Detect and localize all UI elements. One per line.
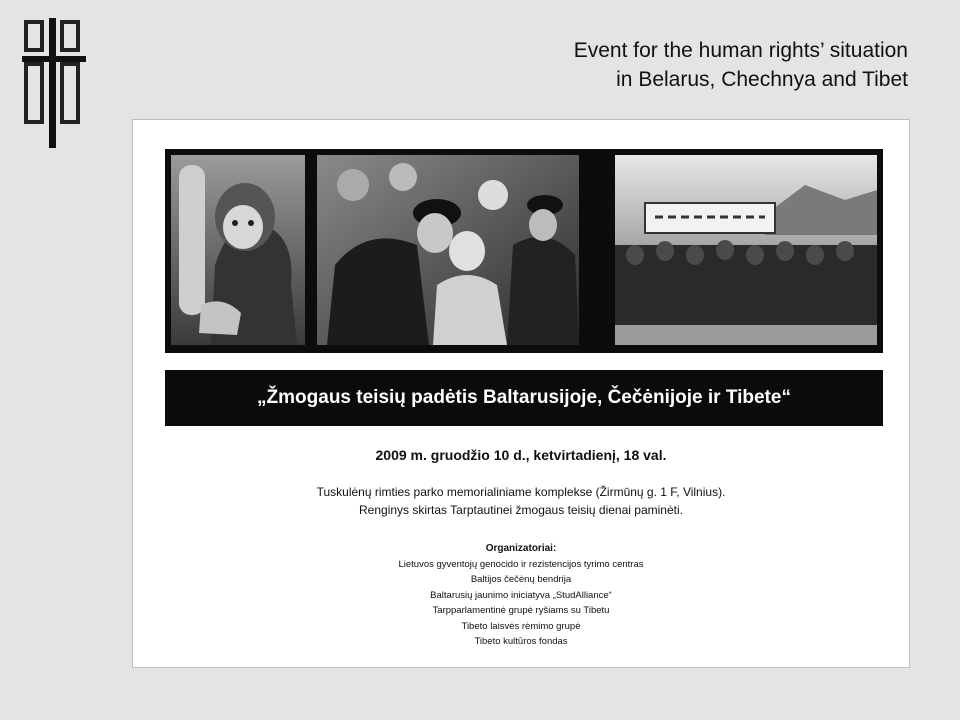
organizers-list xyxy=(133,541,909,650)
slide-title-line1: Event for the human rights’ situation xyxy=(573,39,908,62)
organizer-item: Tarpparlamentinė grupė ryšiams su Tibetu xyxy=(432,605,610,616)
chechnya-child-photo xyxy=(171,155,305,345)
organizer-item: Lietuvos gyventojų genocido ir rezistencijos tyrimo centras xyxy=(398,558,644,570)
purpose-line: Renginys skirtas Tarptautinei žmogaus teisių dienai paminėti. xyxy=(359,503,683,517)
organizer-item: Tibeto kultūros fondas xyxy=(474,636,568,647)
event-date: 2009 m. gruodžio 10 d., ketvirtadienį, 18 val. xyxy=(375,447,667,463)
slide-title xyxy=(388,36,908,94)
organizer-item: Tibeto laisvės rėmimo grupė xyxy=(461,620,581,632)
organizer-item: Baltarusių jaunimo iniciatyva „StudAlliance“ xyxy=(430,589,612,601)
venue-line: Tuskulėnų rimties parko memorialiniame komplekse (Žirmūnų g. 1 F, Vilnius). xyxy=(316,485,726,499)
belarus-police-arrest-photo xyxy=(317,155,579,345)
event-venue xyxy=(133,483,909,519)
organizer-item: Baltijos čečėnų bendrija xyxy=(470,574,572,585)
photo-strip xyxy=(165,149,883,353)
event-title-banner: „Žmogaus teisių padėtis Baltarusijoje, Čečėnijoje ir Tibete“ xyxy=(165,370,883,426)
tibet-protest-photo xyxy=(615,155,877,345)
slide-title-line2: in Belarus, Chechnya and Tibet xyxy=(616,68,908,91)
cross-logo-icon xyxy=(22,18,86,150)
event-poster xyxy=(132,119,910,668)
organizers-heading: Organizatoriai: xyxy=(485,543,557,554)
